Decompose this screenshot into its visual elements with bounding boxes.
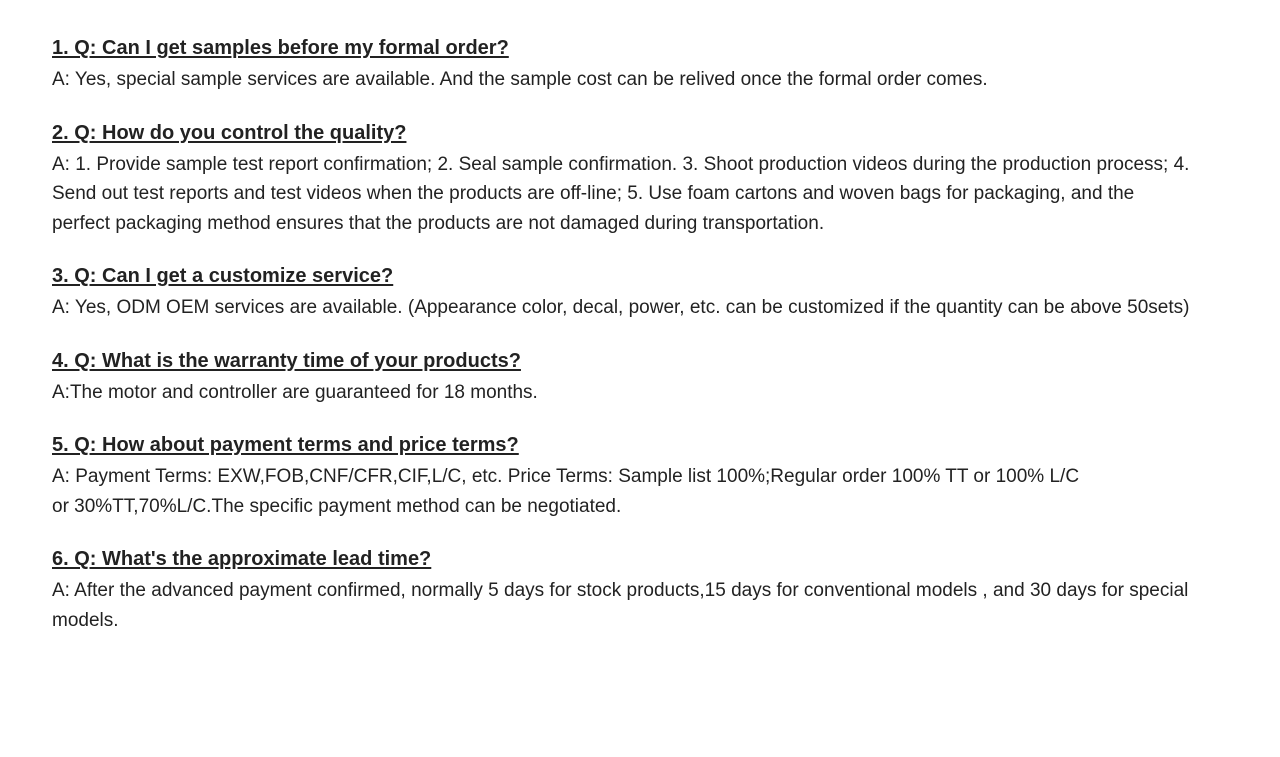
faq-item xyxy=(52,348,1252,408)
faq-question: 1. Q: Can I get samples before my formal order? xyxy=(52,37,509,59)
faq-answer: A: After the advanced payment confirmed, normally 5 days for stock products,15 days for conventional models , and 30 days for special models. xyxy=(52,580,1189,631)
faq-answer: A:The motor and controller are guaranteed for 18 months. xyxy=(52,381,538,403)
faq-answer: A: 1. Provide sample test report confirmation; 2. Seal sample confirmation. 3. Shoot production videos during the production process; 4. Send out test reports and test videos when the products are off-line; 5. Use foam cartons and woven bags for packaging, and the perfect packaging method ensures that the products are not damaged during transportation. xyxy=(52,153,1190,234)
faq-item xyxy=(52,120,1252,239)
faq-list xyxy=(52,35,1252,660)
faq-answer: A: Yes, ODM OEM services are available. (Appearance color, decal, power, etc. can be customized if the quantity can be above 50sets) xyxy=(52,297,1190,318)
faq-question: 2. Q: How do you control the quality? xyxy=(52,121,407,144)
faq-item xyxy=(52,432,1252,521)
faq-item xyxy=(52,546,1252,635)
faq-answer: A: Payment Terms: EXW,FOB,CNF/CFR,CIF,L/C, etc. Price Terms: Sample list 100%;Regular order 100% TT or 100% L/C or 30%TT,70%L/C.The specific payment method can be negotiated. xyxy=(52,466,1080,517)
faq-item xyxy=(52,263,1252,323)
faq-question: 4. Q: What is the warranty time of your products? xyxy=(52,349,521,372)
faq-question: 5. Q: How about payment terms and price terms? xyxy=(52,434,519,456)
faq-question: 6. Q: What's the approximate lead time? xyxy=(52,548,432,570)
faq-answer: A: Yes, special sample services are available. And the sample cost can be relived once the formal order comes. xyxy=(52,69,988,90)
faq-item xyxy=(52,35,1252,95)
faq-question: 3. Q: Can I get a customize service? xyxy=(52,265,394,287)
